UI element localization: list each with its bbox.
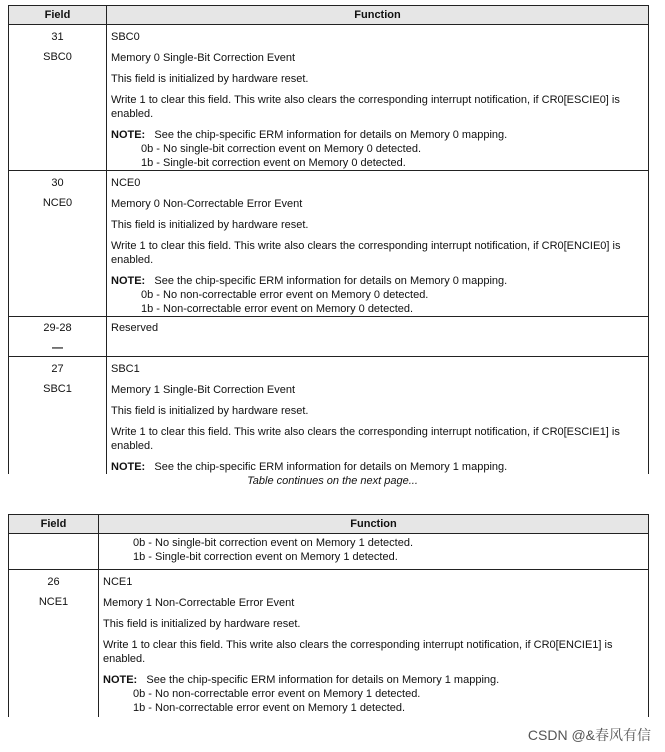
note-text: See the chip-specific ERM information for details on Memory 0 mapping.	[154, 275, 508, 287]
reset-text: This field is initialized by hardware reset.	[111, 219, 309, 231]
table-row	[9, 171, 649, 317]
field-cell	[9, 357, 107, 475]
header-field: Field	[9, 515, 99, 534]
field-name: NCE0	[42, 197, 73, 209]
function-cell	[99, 570, 649, 718]
function-name: SBC1	[111, 363, 140, 375]
bit-range: 27	[51, 363, 64, 375]
function-desc: Memory 0 Non-Correctable Error Event	[111, 198, 303, 210]
function-cell	[107, 171, 649, 317]
option-1: 1b - Single-bit correction event on Memory 0 detected.	[141, 157, 406, 169]
bit-range: 31	[51, 31, 64, 43]
option-0: 0b - No single-bit correction event on Memory 1 detected.	[133, 537, 414, 549]
option-1: 1b - Single-bit correction event on Memory 1 detected.	[133, 551, 398, 563]
table-row	[9, 317, 649, 357]
option-0: 0b - No non-correctable error event on Memory 0 detected.	[141, 289, 429, 301]
note-label: NOTE:	[111, 129, 146, 141]
bit-range: 30	[51, 177, 64, 189]
function-cell	[107, 317, 649, 357]
table-row	[9, 357, 649, 475]
field-name: —	[52, 342, 63, 354]
field-name: SBC0	[43, 51, 72, 63]
option-1: 1b - Non-correctable error event on Memory 1 detected.	[133, 702, 406, 714]
field-cell	[9, 570, 99, 718]
field-name: NCE1	[38, 596, 69, 608]
function-name: Reserved	[111, 322, 159, 334]
function-name: SBC0	[111, 31, 140, 43]
field-cell	[9, 534, 99, 570]
bit-range: 29-28	[43, 322, 72, 334]
function-cell	[99, 534, 649, 570]
note-text: See the chip-specific ERM information for details on Memory 1 mapping.	[146, 674, 500, 686]
table-row	[9, 570, 649, 718]
field-cell	[9, 317, 107, 357]
reset-text: This field is initialized by hardware reset.	[111, 73, 309, 85]
bit-range: 26	[47, 576, 60, 588]
write-text: Write 1 to clear this field. This write also clears the corresponding interrupt notification, if CR0[ESCIE1] is enabled.	[111, 426, 620, 452]
watermark: CSDN @&春风有信	[527, 727, 651, 743]
header-field: Field	[9, 6, 107, 25]
field-cell	[9, 25, 107, 171]
function-desc: Memory 1 Single-Bit Correction Event	[111, 384, 296, 396]
note	[103, 673, 648, 687]
function-cell	[107, 357, 649, 475]
header-function: Function	[99, 515, 649, 534]
function-desc: Memory 0 Single-Bit Correction Event	[111, 52, 296, 64]
note-label: NOTE:	[103, 674, 138, 686]
function-name: NCE1	[103, 576, 133, 588]
reset-text: This field is initialized by hardware reset.	[111, 405, 309, 417]
note-text: See the chip-specific ERM information for details on Memory 1 mapping.	[154, 461, 508, 473]
write-text: Write 1 to clear this field. This write also clears the corresponding interrupt notification, if CR0[ESCIE0] is enabled.	[111, 94, 620, 120]
table-continues-note: Table continues on the next page...	[247, 475, 418, 487]
option-0: 0b - No non-correctable error event on Memory 1 detected.	[133, 688, 421, 700]
table-row	[9, 25, 649, 171]
field-name: SBC1	[43, 383, 72, 395]
option-1: 1b - Non-correctable error event on Memory 0 detected.	[141, 303, 414, 315]
reset-text: This field is initialized by hardware reset.	[103, 618, 301, 630]
option-0: 0b - No single-bit correction event on Memory 0 detected.	[141, 143, 422, 155]
field-cell	[9, 171, 107, 317]
write-text: Write 1 to clear this field. This write also clears the corresponding interrupt notification, if CR0[ENCIE1] is enabled.	[103, 639, 613, 665]
note-label: NOTE:	[111, 461, 146, 473]
note	[111, 274, 648, 288]
note	[111, 128, 648, 142]
function-cell	[107, 25, 649, 171]
table-row-continued	[9, 534, 649, 570]
function-desc: Memory 1 Non-Correctable Error Event	[103, 597, 295, 609]
register-table-page2	[8, 514, 649, 717]
function-name: NCE0	[111, 177, 141, 189]
register-table-page1	[8, 5, 649, 474]
header-function: Function	[107, 6, 649, 25]
write-text: Write 1 to clear this field. This write also clears the corresponding interrupt notification, if CR0[ENCIE0] is enabled.	[111, 240, 621, 266]
note-text: See the chip-specific ERM information for details on Memory 0 mapping.	[154, 129, 508, 141]
note	[111, 460, 648, 474]
note-label: NOTE:	[111, 275, 146, 287]
